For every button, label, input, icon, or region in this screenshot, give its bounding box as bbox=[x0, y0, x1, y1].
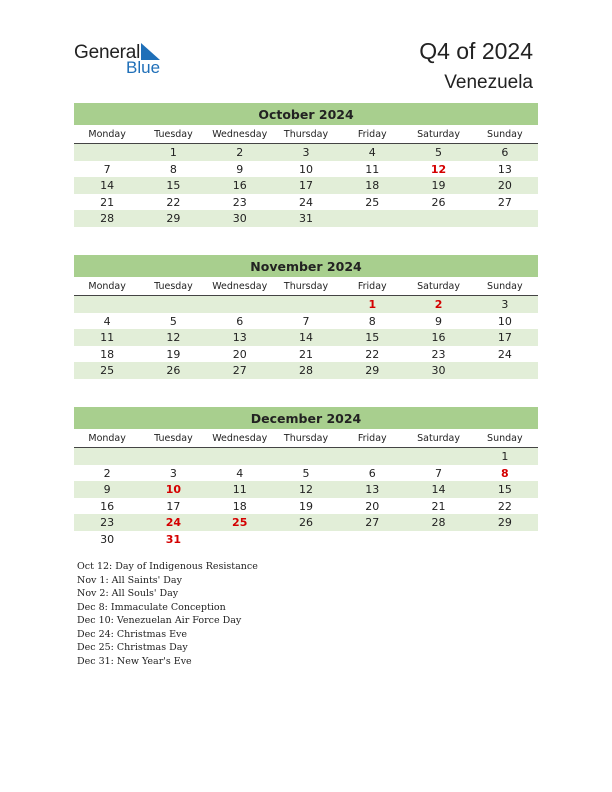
day-cell bbox=[74, 296, 140, 313]
day-cell: 12 bbox=[298, 483, 313, 496]
day-cell: 23 bbox=[232, 195, 247, 209]
day-cell: 6 bbox=[236, 314, 244, 328]
week-row bbox=[74, 177, 538, 194]
country-name: Venezuela bbox=[444, 72, 533, 93]
holiday-day-cell: 1 bbox=[368, 298, 377, 311]
week-row bbox=[74, 329, 538, 346]
week-row bbox=[74, 313, 538, 330]
holiday-note: Dec 8: Immaculate Conception bbox=[77, 601, 226, 613]
month-title: November 2024 bbox=[74, 255, 538, 277]
day-cell: 14 bbox=[298, 331, 313, 344]
weekday-label: Tuesday bbox=[154, 129, 193, 140]
day-cell: 20 bbox=[497, 179, 512, 192]
day-cell: 21 bbox=[100, 195, 115, 209]
day-cell: 7 bbox=[435, 466, 443, 480]
day-cell: 19 bbox=[298, 499, 313, 513]
day-cell: 5 bbox=[169, 314, 177, 328]
day-cell: 2 bbox=[103, 466, 111, 480]
day-cell: 4 bbox=[236, 466, 244, 480]
day-cell: 7 bbox=[302, 314, 310, 328]
weekday-label: Saturday bbox=[417, 129, 460, 140]
day-cell bbox=[74, 144, 140, 161]
day-cell: 26 bbox=[431, 195, 446, 209]
day-cell: 27 bbox=[232, 364, 247, 377]
day-cell: 28 bbox=[431, 516, 446, 529]
holiday-day-cell: 2 bbox=[434, 298, 443, 311]
day-cell: 1 bbox=[501, 450, 509, 463]
day-cell: 14 bbox=[431, 483, 446, 496]
week-row bbox=[74, 346, 538, 363]
weekday-label: Wednesday bbox=[212, 129, 268, 140]
weekday-label: Saturday bbox=[417, 433, 460, 444]
day-cell: 27 bbox=[497, 195, 512, 209]
day-cell: 30 bbox=[431, 364, 446, 377]
weekday-label: Wednesday bbox=[212, 281, 268, 292]
day-cell bbox=[472, 210, 538, 227]
day-cell: 11 bbox=[232, 483, 247, 496]
week-row bbox=[74, 514, 538, 531]
month-title: October 2024 bbox=[74, 103, 538, 125]
day-cell: 9 bbox=[236, 162, 244, 176]
day-cell: 26 bbox=[298, 516, 313, 529]
holiday-note: Nov 1: All Saints' Day bbox=[77, 574, 182, 586]
day-cell: 11 bbox=[365, 162, 380, 176]
weekday-label: Thursday bbox=[283, 129, 329, 140]
weekday-label: Tuesday bbox=[154, 433, 193, 444]
weekday-label: Monday bbox=[88, 433, 126, 444]
month-title: December 2024 bbox=[74, 407, 538, 429]
logo-blue-text: Blue bbox=[126, 58, 161, 77]
day-cell: 3 bbox=[169, 466, 177, 480]
day-cell bbox=[472, 362, 538, 379]
week-row bbox=[74, 498, 538, 515]
day-cell bbox=[339, 210, 405, 227]
day-cell bbox=[140, 448, 206, 465]
week-row bbox=[74, 448, 538, 465]
weekday-header-row bbox=[74, 429, 538, 448]
day-cell: 23 bbox=[431, 347, 446, 361]
weekday-label: Friday bbox=[357, 129, 387, 140]
weekday-header-row bbox=[74, 277, 538, 296]
day-cell: 6 bbox=[368, 466, 376, 480]
day-cell: 17 bbox=[166, 499, 181, 513]
day-cell: 2 bbox=[236, 146, 244, 159]
day-cell: 25 bbox=[100, 364, 115, 377]
day-cell bbox=[273, 296, 339, 313]
day-cell: 15 bbox=[497, 483, 512, 496]
day-cell: 15 bbox=[365, 331, 380, 344]
weekday-label: Thursday bbox=[283, 281, 329, 292]
day-cell: 10 bbox=[497, 314, 512, 328]
weekday-label: Sunday bbox=[487, 433, 523, 444]
day-cell bbox=[140, 296, 206, 313]
day-cell: 3 bbox=[501, 298, 509, 311]
weekday-label: Sunday bbox=[487, 129, 523, 140]
day-cell: 19 bbox=[166, 347, 181, 361]
day-cell bbox=[405, 210, 471, 227]
week-row bbox=[74, 194, 538, 211]
day-cell: 12 bbox=[166, 331, 181, 344]
day-cell: 5 bbox=[435, 146, 443, 159]
day-cell: 21 bbox=[431, 499, 446, 513]
day-cell: 7 bbox=[103, 162, 111, 176]
day-cell bbox=[405, 531, 471, 548]
day-cell: 18 bbox=[100, 347, 115, 361]
day-cell bbox=[273, 448, 339, 465]
holiday-day-cell: 12 bbox=[430, 162, 447, 176]
weekday-label: Sunday bbox=[487, 281, 523, 292]
day-cell: 3 bbox=[302, 146, 310, 159]
week-row bbox=[74, 481, 538, 498]
day-cell: 4 bbox=[368, 146, 376, 159]
weekday-label: Friday bbox=[357, 433, 387, 444]
day-cell: 19 bbox=[431, 179, 446, 192]
holiday-note: Dec 10: Venezuelan Air Force Day bbox=[77, 615, 242, 626]
day-cell bbox=[405, 448, 471, 465]
day-cell: 22 bbox=[365, 347, 380, 361]
weekday-label: Monday bbox=[88, 129, 126, 140]
day-cell: 23 bbox=[100, 516, 115, 529]
day-cell: 1 bbox=[169, 146, 177, 159]
day-cell: 26 bbox=[166, 364, 181, 377]
day-cell: 28 bbox=[100, 212, 115, 225]
day-cell bbox=[273, 531, 339, 548]
day-cell: 4 bbox=[103, 314, 111, 328]
day-cell bbox=[339, 448, 405, 465]
holiday-note: Oct 12: Day of Indigenous Resistance bbox=[77, 561, 258, 572]
day-cell: 29 bbox=[365, 364, 380, 377]
day-cell: 9 bbox=[103, 483, 111, 496]
week-row bbox=[74, 465, 538, 482]
week-row bbox=[74, 161, 538, 178]
day-cell: 24 bbox=[497, 347, 512, 361]
holiday-note: Dec 25: Christmas Day bbox=[77, 642, 188, 653]
day-cell: 20 bbox=[365, 499, 380, 513]
day-cell: 31 bbox=[298, 212, 313, 225]
day-cell: 22 bbox=[166, 195, 181, 209]
day-cell: 24 bbox=[298, 195, 313, 209]
day-cell: 17 bbox=[298, 179, 313, 192]
day-cell: 27 bbox=[365, 516, 380, 529]
week-row bbox=[74, 362, 538, 379]
logo-general-text: General bbox=[74, 42, 141, 63]
month-calendar bbox=[74, 255, 538, 379]
day-cell: 25 bbox=[365, 195, 380, 209]
holiday-day-cell: 8 bbox=[501, 466, 509, 480]
day-cell: 9 bbox=[435, 314, 443, 328]
holiday-day-cell: 31 bbox=[165, 532, 182, 546]
day-cell: 13 bbox=[497, 162, 512, 176]
holiday-day-cell: 24 bbox=[165, 516, 182, 529]
day-cell: 17 bbox=[497, 331, 512, 344]
day-cell bbox=[207, 448, 273, 465]
day-cell: 13 bbox=[365, 483, 380, 496]
week-row bbox=[74, 531, 538, 548]
holiday-notes bbox=[77, 560, 258, 668]
day-cell: 21 bbox=[298, 347, 313, 361]
day-cell: 10 bbox=[298, 162, 313, 176]
month-calendar bbox=[74, 407, 538, 547]
day-cell: 11 bbox=[100, 331, 115, 344]
week-row bbox=[74, 210, 538, 227]
day-cell: 18 bbox=[232, 499, 247, 513]
weekday-label: Wednesday bbox=[212, 433, 268, 444]
holiday-note: Dec 31: New Year's Eve bbox=[77, 655, 192, 667]
day-cell bbox=[472, 531, 538, 548]
holiday-note: Dec 24: Christmas Eve bbox=[77, 628, 188, 640]
day-cell: 22 bbox=[497, 499, 512, 513]
day-cell: 16 bbox=[100, 499, 115, 513]
day-cell: 16 bbox=[431, 331, 446, 344]
month-calendar bbox=[74, 103, 538, 227]
holiday-note: Nov 2: All Souls' Day bbox=[77, 588, 179, 599]
weekday-label: Thursday bbox=[283, 433, 329, 444]
day-cell: 16 bbox=[232, 179, 247, 192]
day-cell: 30 bbox=[100, 532, 115, 546]
day-cell: 30 bbox=[232, 212, 247, 225]
day-cell: 18 bbox=[365, 179, 380, 192]
day-cell: 6 bbox=[501, 146, 509, 159]
day-cell: 8 bbox=[368, 314, 376, 328]
week-row bbox=[74, 296, 538, 313]
day-cell: 15 bbox=[166, 179, 181, 192]
holiday-day-cell: 25 bbox=[232, 516, 248, 529]
week-row bbox=[74, 144, 538, 161]
day-cell bbox=[339, 531, 405, 548]
weekday-label: Tuesday bbox=[154, 281, 193, 292]
weekday-label: Monday bbox=[88, 281, 126, 292]
day-cell: 20 bbox=[232, 347, 247, 361]
day-cell: 29 bbox=[166, 212, 181, 225]
weekday-label: Friday bbox=[357, 281, 387, 292]
weekday-label: Saturday bbox=[417, 281, 460, 292]
day-cell: 28 bbox=[298, 364, 313, 377]
day-cell: 14 bbox=[100, 179, 115, 192]
day-cell: 13 bbox=[232, 331, 247, 344]
day-cell: 5 bbox=[302, 466, 310, 480]
weekday-header-row bbox=[74, 125, 538, 144]
day-cell: 8 bbox=[169, 162, 177, 176]
day-cell bbox=[74, 448, 140, 465]
day-cell bbox=[207, 531, 273, 548]
day-cell: 29 bbox=[497, 516, 512, 529]
holiday-day-cell: 10 bbox=[165, 483, 182, 496]
day-cell bbox=[207, 296, 273, 313]
page-title: Q4 of 2024 bbox=[419, 38, 533, 64]
